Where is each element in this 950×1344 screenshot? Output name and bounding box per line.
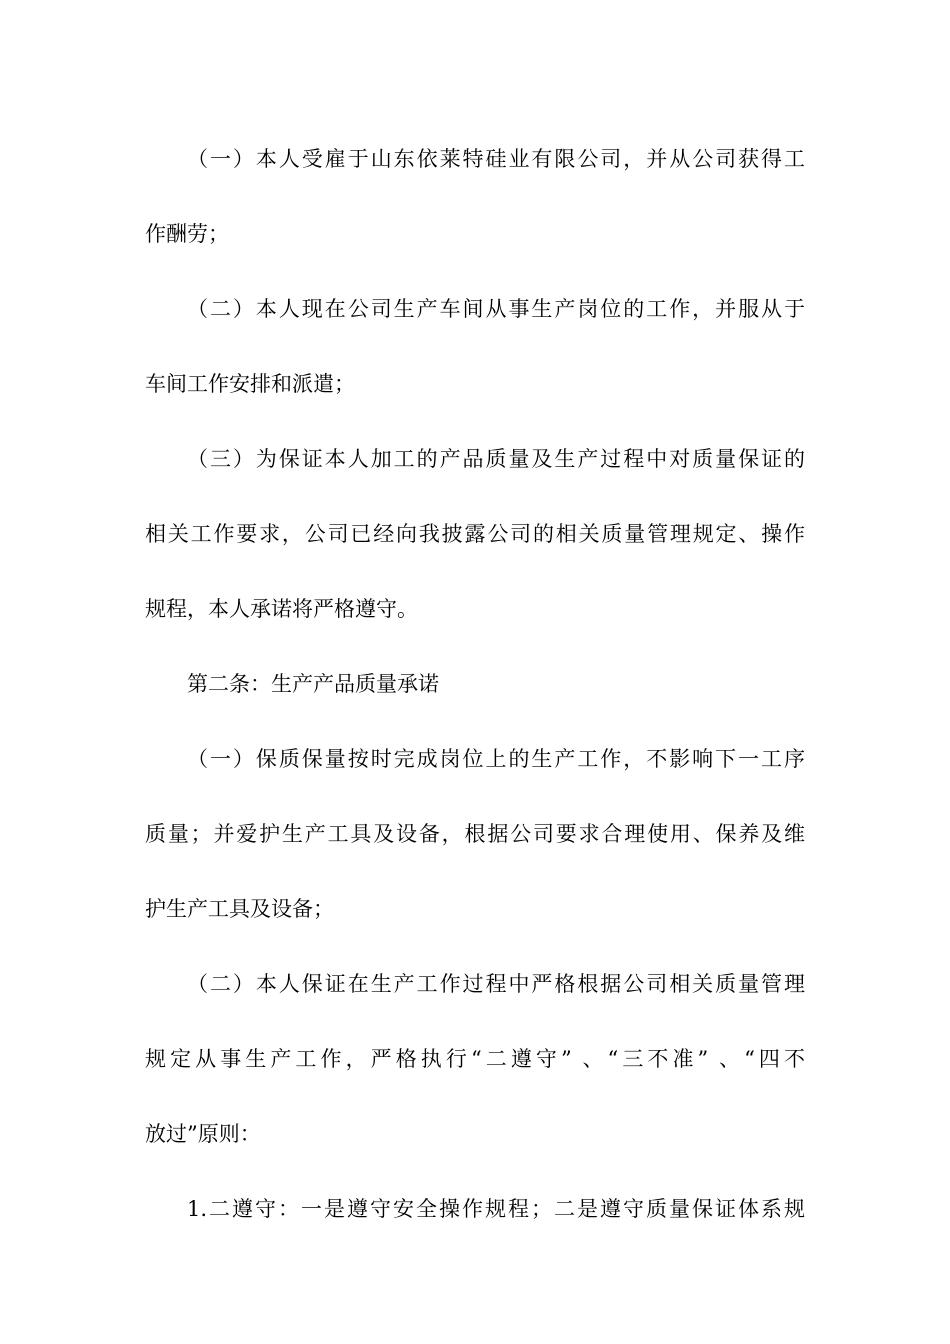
paragraph-line: 护生产工具及设备； [145,897,334,921]
paragraph-line: （二）本人保证在生产工作过程中严格根据公司相关质量管理 [187,972,805,996]
paragraph-line: （二）本人现在公司生产车间从事生产岗位的工作，并服从于 [187,297,805,321]
paragraph-line: （一）本人受雇于山东依莱特硅业有限公司，并从公司获得工 [187,147,805,171]
paragraph-line: 相关工作要求，公司已经向我披露公司的相关质量管理规定、操作 [145,522,805,546]
document-body [145,122,805,1247]
paragraph-line: 车间工作安排和派遣； [145,372,355,396]
section-heading: 第二条：生产产品质量承诺 [187,672,439,696]
list-item-line: 1.二遵守：一是遵守安全操作规程；二是遵守质量保证体系规 [187,1197,805,1221]
paragraph-line: 规定从事生产工作，严格执行“二遵守” 、“三不准” 、“四不 [145,1047,805,1071]
paragraph-line: 规程，本人承诺将严格遵守。 [145,597,418,621]
paragraph-line: （一）保质保量按时完成岗位上的生产工作，不影响下一工序 [187,747,805,771]
paragraph-line: 作酬劳； [145,222,229,246]
paragraph-line: 质量；并爱护生产工具及设备，根据公司要求合理使用、保养及维 [145,822,805,846]
paragraph-line: 放过”原则： [145,1122,261,1146]
paragraph-line: （三）为保证本人加工的产品质量及生产过程中对质量保证的 [187,447,805,471]
